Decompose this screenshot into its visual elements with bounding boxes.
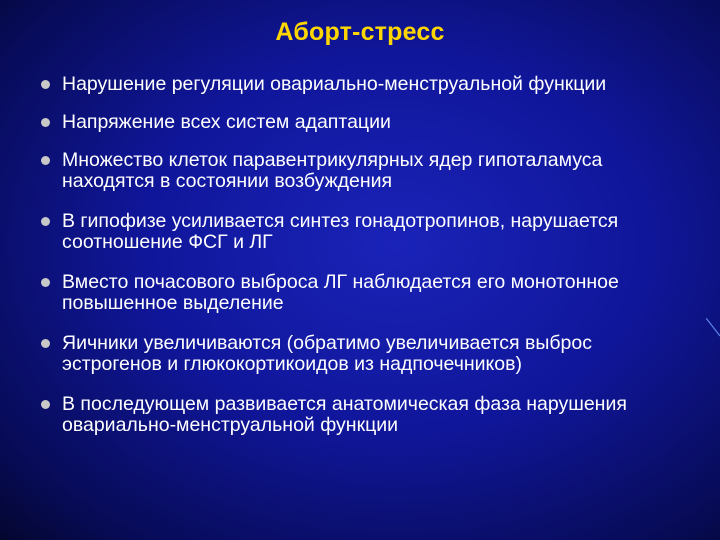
bullet-text: Яичники увеличиваются (обратимо увеличивается выброс эстрогенов и глюкокортикоидов из надпочечников) [62,332,592,375]
bullet-item [38,333,678,375]
bullet-text: Вместо почасового выброса ЛГ наблюдается его монотонное повышенное выделение [62,271,619,314]
bullet-item [38,150,678,192]
bullet-item [38,112,678,133]
bullet-item [38,74,678,95]
bullet-dot-icon [41,118,50,127]
bullet-text: В гипофизе усиливается синтез гонадотропинов, нарушается соотношение ФСГ и ЛГ [62,210,619,253]
bullet-text: Напряжение всех систем адаптации [62,111,391,133]
bullet-text: Множество клеток паравентрикулярных ядер гипоталамуса находятся в состоянии возбуждения [62,149,603,192]
bullet-text: В последующем развивается анатомическая фаза нарушения овариально-менструальной функции [62,393,627,436]
bullet-dot-icon [41,400,50,409]
bullet-dot-icon [41,217,50,226]
bullet-text: Нарушение регуляции овариально-менструальной функции [62,73,607,95]
decorative-streak [706,318,720,338]
bullet-dot-icon [41,80,50,89]
bullet-list [38,74,678,436]
bullet-dot-icon [41,156,50,165]
bullet-dot-icon [41,278,50,287]
bullet-item [38,394,678,436]
bullet-dot-icon [41,339,50,348]
bullet-item [38,211,678,253]
slide-title: Аборт-стресс [275,18,445,46]
bullet-item [38,272,678,314]
